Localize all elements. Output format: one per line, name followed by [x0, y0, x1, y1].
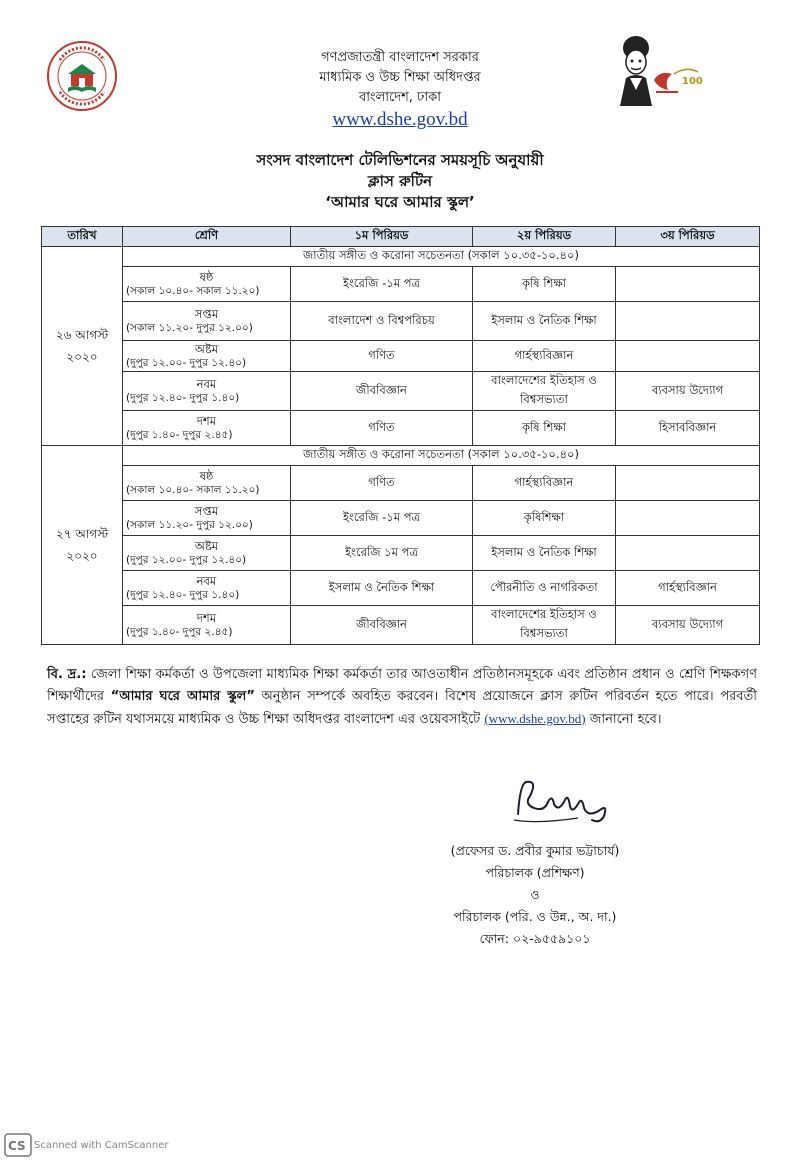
- class-cell: [123, 341, 291, 372]
- class-cell: [123, 372, 291, 411]
- signatory-name: (প্রফেসর ড. প্রবীর কুমার ভট্টাচার্য): [450, 843, 620, 858]
- class-time: (সকাল ১০.৪০- সকাল ১১.২০): [126, 285, 260, 297]
- date-day: ২৭ আগস্ট: [55, 527, 109, 541]
- period-2-cell: গার্হস্থ্যবিজ্ঞান: [473, 466, 616, 501]
- class-cell: [123, 411, 291, 446]
- period-3-cell: [616, 466, 760, 501]
- period-2-line-2: বিশ্বসভ্যতা: [520, 392, 568, 406]
- table-row: [42, 267, 760, 302]
- class-cell: [123, 267, 291, 302]
- class-name: অষ্টম: [194, 342, 219, 356]
- period-2-cell: গার্হস্থ্যবিজ্ঞান: [473, 341, 616, 372]
- period-1-cell: জীববিজ্ঞান: [291, 606, 473, 645]
- assembly-row: [42, 247, 760, 267]
- class-cell: [123, 466, 291, 501]
- assembly-row: [42, 446, 760, 466]
- period-3-cell: [616, 302, 760, 341]
- signature-image: [508, 774, 618, 830]
- title-block: [150, 150, 650, 213]
- note-text-3: জানানো হবে।: [585, 712, 662, 727]
- period-2-cell: কৃষি শিক্ষা: [473, 267, 616, 302]
- period-2-cell: ইসলাম ও নৈতিক শিক্ষা: [473, 536, 616, 571]
- svg-text:100: 100: [682, 76, 703, 87]
- period-1-cell: ইংরেজি -১ম পত্র: [291, 267, 473, 302]
- period-1-cell: গণিত: [291, 466, 473, 501]
- scanner-watermark-text: Scanned with CamScanner: [34, 1140, 169, 1151]
- period-3-cell: [616, 267, 760, 302]
- table-row: [42, 411, 760, 446]
- school-crest-icon: [46, 40, 118, 112]
- assembly-cell: জাতীয় সঙ্গীত ও করোনা সচেতনতা (সকাল ১০.৩৫-১০.৪০): [123, 446, 760, 466]
- signatory-designation-1: পরিচালক (প্রশিক্ষণ): [485, 865, 585, 880]
- date-cell: [42, 446, 123, 645]
- date-year: ২০২০: [66, 549, 98, 563]
- class-cell: [123, 606, 291, 645]
- period-2-cell: কৃষিশিক্ষা: [473, 501, 616, 536]
- title-line-3: ‘আমার ঘরে আমার স্কুল’: [325, 193, 475, 211]
- table-row: [42, 501, 760, 536]
- class-name: সপ্তম: [194, 504, 219, 518]
- period-1-cell: গণিত: [291, 411, 473, 446]
- period-1-cell: জীববিজ্ঞান: [291, 372, 473, 411]
- class-time: (দুপুর ১২.৪০- দুপুর ১.৪০): [126, 392, 240, 404]
- period-3-cell: [616, 341, 760, 372]
- title-line-2: ক্লাস রুটিন: [367, 172, 433, 190]
- class-time: (দুপুর ১২.০০- দুপুর ১২.৪০): [126, 554, 247, 566]
- class-time: (দুপুর ১২.৪০- দুপুর ১.৪০): [126, 589, 240, 601]
- class-cell: [123, 501, 291, 536]
- note-website-link[interactable]: (www.dshe.gov.bd): [484, 711, 586, 726]
- table-row: [42, 536, 760, 571]
- table-row: [42, 372, 760, 411]
- period-2-cell: [473, 606, 616, 645]
- period-2-cell: কৃষি শিক্ষা: [473, 411, 616, 446]
- table-header-row: [42, 227, 760, 247]
- period-2-line-2: বিশ্বসভ্যতা: [520, 626, 568, 640]
- period-1-cell: ইসলাম ও নৈতিক শিক্ষা: [291, 571, 473, 606]
- period-3-cell: ব্যবসায় উদ্যোগ: [616, 606, 760, 645]
- header-period-3: ৩য় পিরিয়ড: [616, 227, 760, 247]
- class-name: নবম: [196, 574, 217, 588]
- header-govt: গণপ্রজাতন্ত্রী বাংলাদেশ সরকার: [321, 50, 479, 65]
- period-3-cell: [616, 536, 760, 571]
- header-website-link[interactable]: www.dshe.gov.bd: [332, 109, 468, 130]
- routine-table: [41, 226, 760, 645]
- class-time: (দুপুর ১.৪০- দুপুর ২.৪৫): [126, 626, 233, 638]
- class-cell: [123, 571, 291, 606]
- header-department: মাধ্যমিক ও উচ্চ শিক্ষা অধিদপ্তর: [319, 70, 481, 85]
- period-1-cell: গণিত: [291, 341, 473, 372]
- class-time: (সকাল ১১.২০- দুপুর ১২.০০): [126, 519, 253, 531]
- period-2-line-1: বাংলাদেশের ইতিহাস ও: [491, 373, 597, 387]
- signatory-designation-2: পরিচালক (পরি. ও উন্ন., অ. দা.): [453, 909, 617, 924]
- class-name: দশম: [196, 611, 217, 625]
- header-period-1: ১ম পিরিয়ড: [291, 227, 473, 247]
- title-line-1: সংসদ বাংলাদেশ টেলিভিশনের সময়সূচি অনুযায়ী: [256, 151, 544, 169]
- class-cell: [123, 536, 291, 571]
- class-name: ষষ্ঠ: [199, 270, 214, 284]
- period-1-cell: ইংরেজি -১ম পত্র: [291, 501, 473, 536]
- table-row: [42, 466, 760, 501]
- period-2-line-1: বাংলাদেশের ইতিহাস ও: [491, 607, 597, 621]
- table-row: [42, 302, 760, 341]
- period-3-cell: ব্যবসায় উদ্যোগ: [616, 372, 760, 411]
- class-name: অষ্টম: [194, 539, 219, 553]
- mujib-100-portrait-icon: [612, 30, 712, 106]
- date-cell: [42, 247, 123, 446]
- header-block: [240, 48, 560, 132]
- signatory-phone: ফোন: ০২-৯৫৫৯১০১: [479, 931, 591, 946]
- class-time: (দুপুর ১.৪০- দুপুর ২.৪৫): [126, 429, 233, 441]
- note-program-name: “আমার ঘরে আমার স্কুল”: [110, 689, 255, 704]
- camscanner-logo-icon: [4, 1133, 32, 1157]
- class-time: (দুপুর ১২.০০- দুপুর ১২.৪০): [126, 357, 247, 369]
- period-1-cell: বাংলাদেশ ও বিশ্বপরিচয়: [291, 302, 473, 341]
- table-row: [42, 341, 760, 372]
- table-row: [42, 571, 760, 606]
- period-3-cell: হিসাববিজ্ঞান: [616, 411, 760, 446]
- note-label: বি. দ্র.:: [47, 667, 87, 682]
- period-2-cell: ইসলাম ও নৈতিক শিক্ষা: [473, 302, 616, 341]
- header-date: তারিখ: [42, 227, 123, 247]
- period-3-cell: [616, 501, 760, 536]
- header-period-2: ২য় পিরিয়ড: [473, 227, 616, 247]
- camscanner-logo-text: CS: [8, 1139, 26, 1153]
- note-text-2: অনুষ্ঠান সম্পর্কে অবহিত করবেন। বিশেষ প্রয়োজনে ক্লাস রুটিন পরিবর্তন হতে পারে। পরবর্তী সপ্তাহের রুটিন যথাসময়ে মাধ্যমিক ও উচ্চ শিক্ষা অধিদপ্তর বাংলাদেশ এর ওয়েবসাইটে: [47, 689, 757, 727]
- table-row: [42, 606, 760, 645]
- assembly-cell: জাতীয় সঙ্গীত ও করোনা সচেতনতা (সকাল ১০.৩৫-১০.৪০): [123, 247, 760, 267]
- class-time: (সকাল ১০.৪০- সকাল ১১.২০): [126, 484, 260, 496]
- signature-block: [430, 840, 640, 950]
- period-2-cell: পৌরনীতি ও নাগরিকতা: [473, 571, 616, 606]
- class-name: ষষ্ঠ: [199, 469, 214, 483]
- header-location: বাংলাদেশ, ঢাকা: [358, 90, 442, 105]
- header-class: শ্রেণি: [123, 227, 291, 247]
- class-name: দশম: [196, 414, 217, 428]
- period-2-cell: [473, 372, 616, 411]
- date-year: ২০২০: [66, 350, 98, 364]
- class-name: সপ্তম: [194, 307, 219, 321]
- class-name: নবম: [196, 377, 217, 391]
- class-time: (সকাল ১১.২০- দুপুর ১২.০০): [126, 322, 253, 334]
- class-cell: [123, 302, 291, 341]
- period-3-cell: গার্হস্থ্যবিজ্ঞান: [616, 571, 760, 606]
- note-paragraph: [47, 664, 757, 731]
- signatory-conjunction: ও: [530, 887, 540, 902]
- period-1-cell: ইংরেজি ১ম পত্র: [291, 536, 473, 571]
- note-text-1: জেলা শিক্ষা কর্মকর্তা ও উপজেলা মাধ্যমিক শিক্ষা কর্মকর্তা তার আওতাধীন প্রতিষ্ঠানসমূহকে এবং প্রতিষ্ঠান প্রধান ও শ্রেণি শিক্ষকগণ শিক্ষার্থীদের: [47, 667, 757, 704]
- date-day: ২৬ আগস্ট: [55, 328, 109, 342]
